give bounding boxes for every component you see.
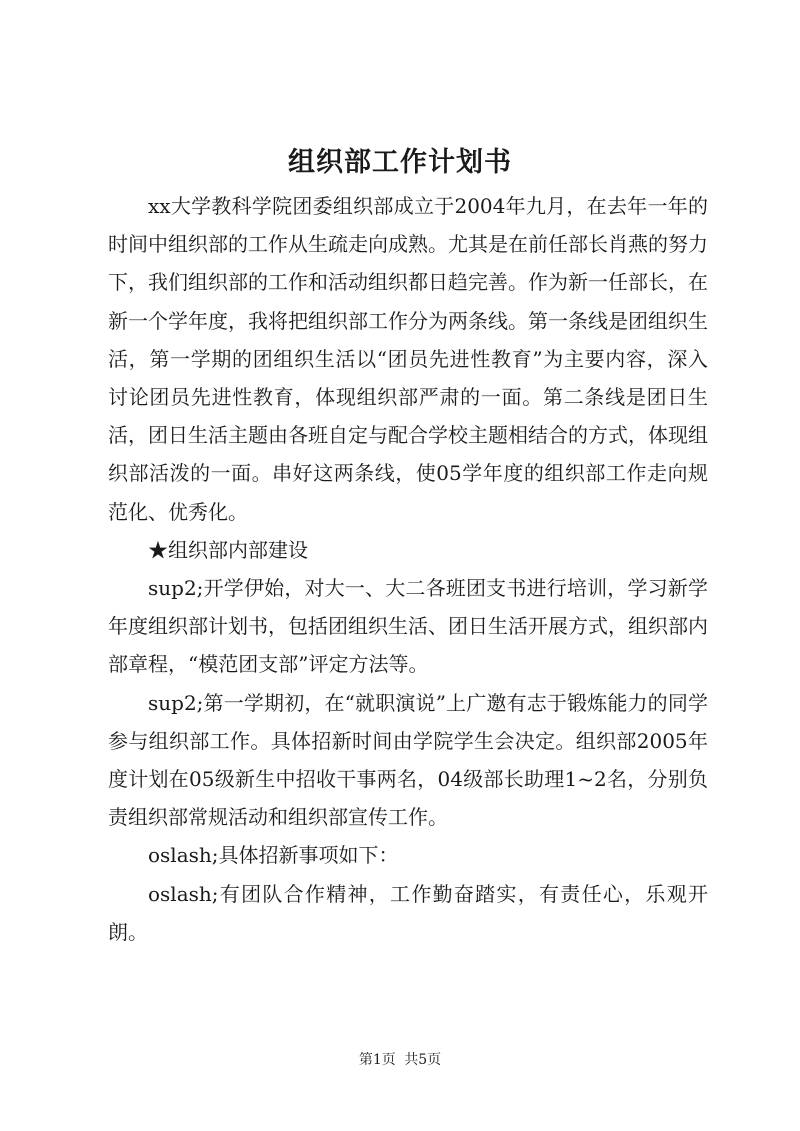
paragraph-recruitment: sup2;第一学期初，在“就职演说”上广邀有志于锻炼能力的同学参与组织部工作。具体招新时间由学院学生会决定。组织部2005年度计划在05级新生中招收干事两名，04级部长助理1~2名，分别负责组织部常规活动和组织部宣传工作。: [108, 690, 708, 830]
page-total: 共5页: [404, 1052, 442, 1068]
document-body: [108, 187, 708, 951]
page-footer: [0, 1049, 800, 1069]
page-number: 第1页: [358, 1052, 396, 1068]
paragraph-training: sup2;开学伊始，对大一、大二各班团支书进行培训，学习新学年度组织部计划书，包括团组织生活、团日生活开展方式，组织部内部章程，“模范团支部”评定方法等。: [108, 576, 708, 677]
paragraph-recruitment-items: oslash;具体招新事项如下：: [148, 843, 399, 868]
document-title: 组织部工作计划书: [288, 147, 512, 178]
paragraph-intro: xx大学教科学院团委组织部成立于2004年九月，在去年一年的时间中组织部的工作从生疏走向成熟。尤其是在前任部长肖燕的努力下，我们组织部的工作和活动组织都日趋完善。作为新一任部长，在新一个学年度，我将把组织部工作分为两条线。第一条线是团组织生活，第一学期的团组织生活以“团员先进性教育”为主要内容，深入讨论团员先进性教育，体现组织部严肃的一面。第二条线是团日生活，团日生活主题由各班自定与配合学校主题相结合的方式，体现组织部活泼的一面。串好这两条线，使05学年度的组织部工作走向规范化、优秀化。: [108, 194, 708, 524]
paragraph-requirements: oslash;有团队合作精神，工作勤奋踏实，有责任心，乐观开朗。: [108, 881, 708, 944]
section-heading-internal-building: ★组织部内部建设: [148, 537, 308, 562]
